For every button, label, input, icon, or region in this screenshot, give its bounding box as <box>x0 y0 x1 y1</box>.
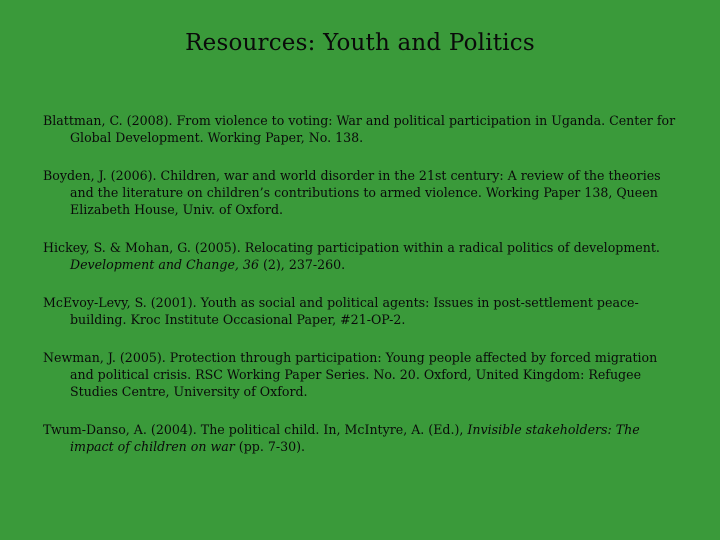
reference-item <box>43 112 683 146</box>
reference-text: Blattman, C. (2008). From violence to voting: War and political participation in Uganda. Center for Global Development. Working Paper, No. 138. <box>43 113 676 145</box>
reference-item <box>43 421 683 455</box>
reference-item <box>43 167 683 218</box>
reference-italic-text: Invisible stakeholders: The impact of children on war <box>70 422 640 454</box>
slide-title: Resources: Youth and Politics <box>185 30 535 56</box>
reference-item <box>43 349 683 400</box>
reference-text: Boyden, J. (2006). Children, war and world disorder in the 21st century: A review of the theories and the literature on children’s contributions to armed violence. Working Paper 138, Queen Elizabeth House, Univ. of Oxford. <box>43 168 661 217</box>
reference-item <box>43 294 683 328</box>
reference-list <box>43 112 683 476</box>
reference-text: Hickey, S. & Mohan, G. (2005). Relocating participation within a radical politics of development. <box>43 240 660 255</box>
reference-text: (2), 237-260. <box>258 257 346 272</box>
reference-item <box>43 239 683 273</box>
reference-italic-text: Development and Change, 36 <box>70 257 259 272</box>
reference-text: McEvoy-Levy, S. (2001). Youth as social and political agents: Issues in post-settlement peace-building. Kroc Institute Occasional Paper, #21-OP-2. <box>43 295 639 327</box>
reference-text: Newman, J. (2005). Protection through participation: Young people affected by forced migration and political crisis. RSC Working Paper Series. No. 20. Oxford, United Kingdom: Refugee Studies Centre, University of Oxford. <box>43 350 658 399</box>
reference-text: (pp. 7-30). <box>234 439 306 454</box>
reference-text: Twum-Danso, A. (2004). The political child. In, McIntyre, A. (Ed.), <box>43 422 468 437</box>
